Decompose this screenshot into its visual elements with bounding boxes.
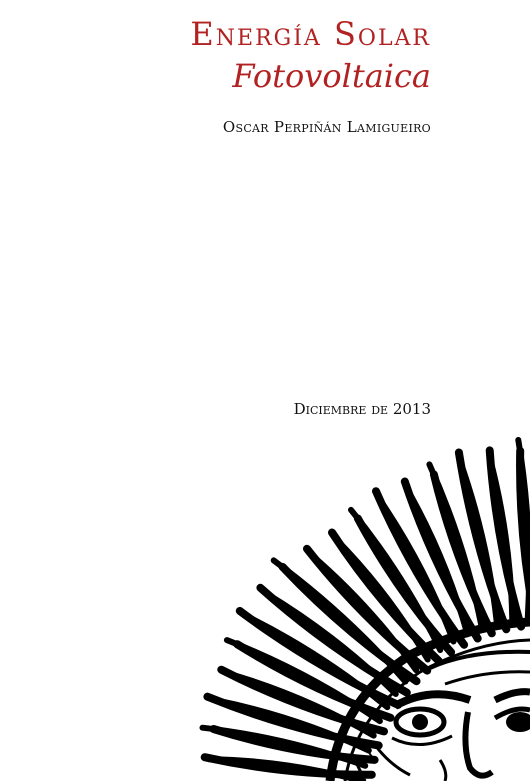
author-name: Oscar Perpiñán Lamigueiro xyxy=(222,118,431,136)
publication-date: Diciembre de 2013 xyxy=(293,400,431,418)
book-title: Energía Solar xyxy=(190,15,431,53)
book-subtitle: Fotovoltaica xyxy=(232,57,431,95)
sun-rays xyxy=(183,440,530,781)
